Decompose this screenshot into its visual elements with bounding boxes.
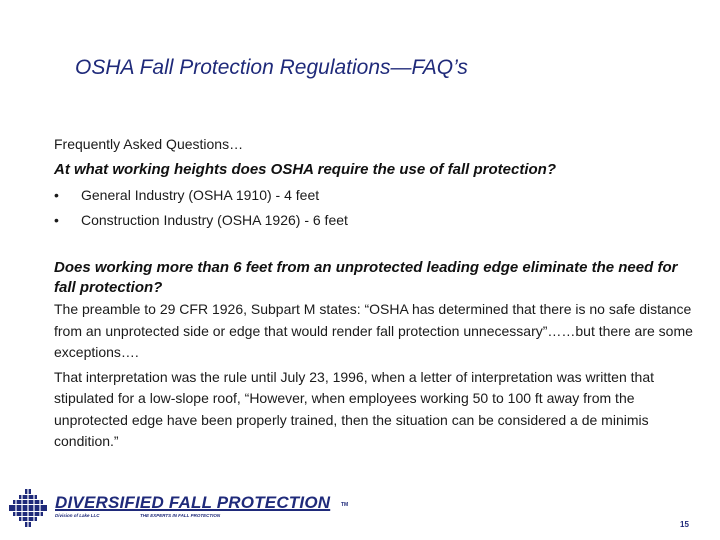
list-item [54,208,694,233]
slide-title: OSHA Fall Protection Regulations—FAQ’s [75,56,468,79]
question-leading-edge: Does working more than 6 feet from an unprotected leading edge eliminate the need for fall protection? [54,259,678,296]
bullet-marker: • [54,187,59,203]
bullet-marker: • [54,212,59,228]
question-heights: At what working heights does OSHA require the use of fall protection? [54,161,556,178]
list-item-text: General Industry (OSHA 1910) - 4 feet [81,187,320,203]
interpretation-paragraph: That interpretation was the rule until July 23, 1996, when a letter of interpretation was written that stipulated for a low-slope roof, “However, when employees working 50 to 100 ft away from the unprotected edge have been properly trained, then the situation can be considered a de minimis condition.” [54,368,654,449]
tagline: THE EXPERTS IN FALL PROTECTION [140,513,221,518]
page-number: 15 [680,520,689,529]
footer [0,484,720,540]
brand-name: DIVERSIFIED FALL PROTECTION [55,493,331,512]
intro-text: Frequently Asked Questions… [54,136,244,152]
division-text: Division of Lake LLC [55,513,100,518]
preamble-paragraph: The preamble to 29 CFR 1926, Subpart M states: “OSHA has determined that there is no safe distance from an unprotected side or edge that would render fall protection unnecessary”……but there are some exceptions…. [54,301,693,360]
slide-content [54,134,694,453]
trademark: TM [341,502,349,508]
list-item-text: Construction Industry (OSHA 1926) - 6 feet [81,212,348,228]
list-item [54,183,694,208]
height-requirements-list [54,183,694,233]
dfp-logo-icon [8,488,48,528]
